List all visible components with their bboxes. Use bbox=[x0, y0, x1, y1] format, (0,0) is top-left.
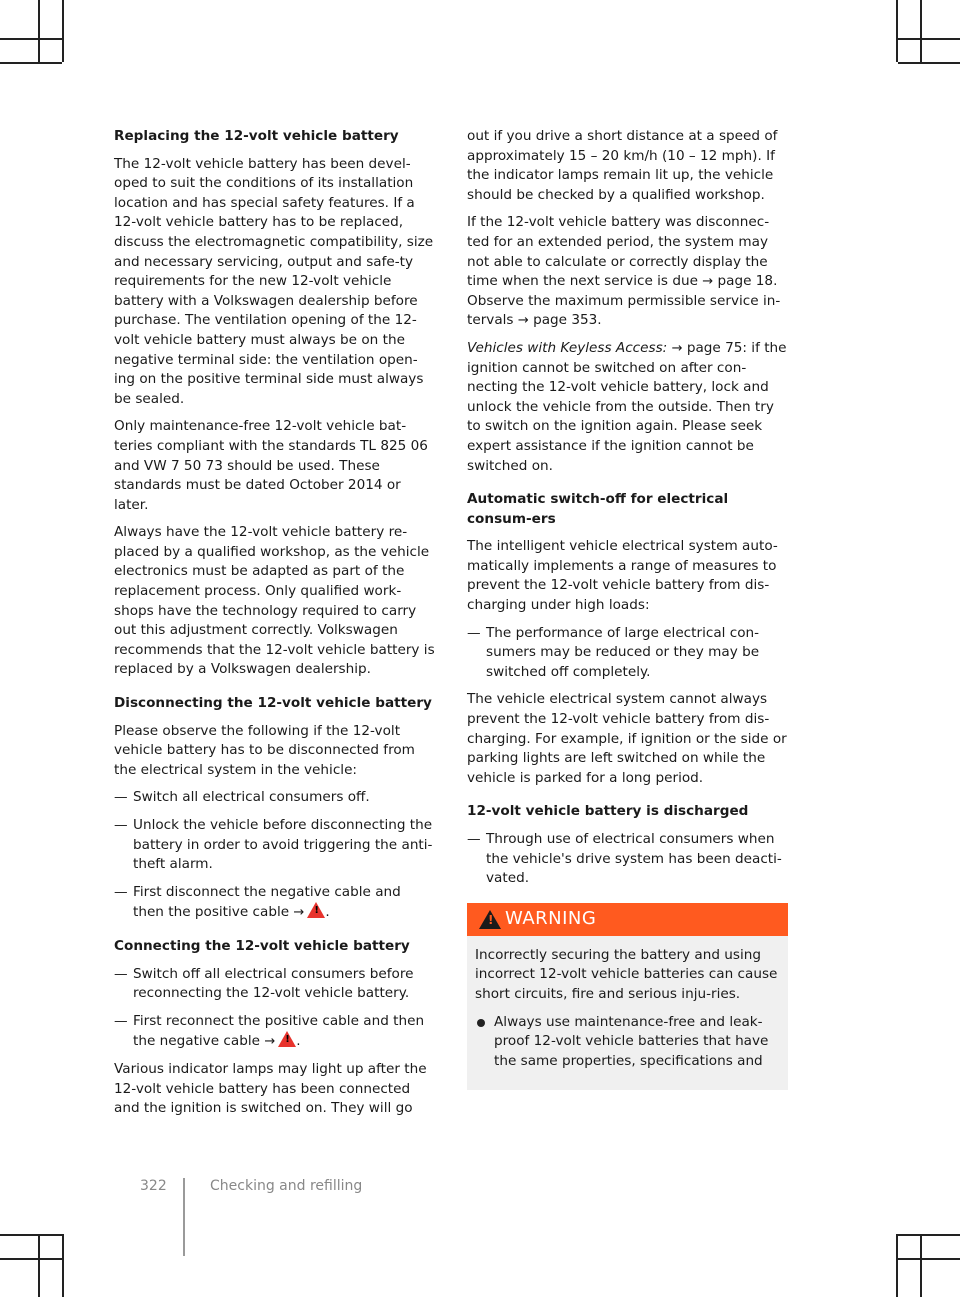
crop-mark bbox=[920, 0, 922, 62]
paragraph: The vehicle electrical system cannot always prevent the 12-volt vehicle battery from dis-charging. For example, if ignition or the side or parking lights are left switched on while the vehicle is parked for a long period. bbox=[467, 691, 787, 786]
crop-mark bbox=[0, 1258, 62, 1260]
paragraph: Please observe the following if the 12-volt vehicle battery has to be disconnected from the electrical system in the vehicle: bbox=[114, 722, 415, 778]
warning-triangle-icon: ! bbox=[479, 910, 501, 929]
warning-header bbox=[467, 903, 788, 936]
heading-disconnecting-battery: Disconnecting the 12-volt vehicle battery bbox=[114, 695, 432, 712]
dash-marker: — bbox=[114, 1012, 128, 1029]
arrow-right-icon[interactable]: → bbox=[671, 340, 683, 356]
page-number: 322 bbox=[140, 1178, 167, 1194]
page-link[interactable]: page 75 bbox=[686, 339, 743, 356]
paragraph: If the 12-volt vehicle battery was disconnec-ted for an extended period, the system may not able to calculate or correctly display the time when the next service is due → page 18. Observe the maximum permissible service in-tervals → page 353. bbox=[467, 213, 789, 331]
paragraph: Various indicator lamps may light up after the 12-volt vehicle battery has been connected and the ignition is switched on. They will go bbox=[114, 1060, 427, 1117]
paragraph: out if you drive a short distance at a speed of approximately 15 – 20 km/h (10 – 12 mph). If the indicator lamps remain lit up, the vehicle should be checked by a qualified workshop. bbox=[467, 128, 778, 203]
crop-mark bbox=[0, 38, 62, 40]
paragraph: The intelligent vehicle electrical system auto-matically implements a range of measures to prevent the 12-volt vehicle battery from dis-charging under high loads: bbox=[467, 538, 778, 614]
paragraph: The 12-volt vehicle battery has been devel-oped to suit the conditions of its installation location and has special safety features. If a 12-volt vehicle battery has to be replaced, discuss the electromagnetic compatibility, size and necessary servicing, output and safe-ty requirements for the new 12-volt vehicle battery with a Volkswagen dealership before purchase. The ventilation opening of the 12-volt vehicle battery must always be on the negative terminal side: the ventilation open-ing on the positive terminal side must always be sealed. bbox=[114, 155, 434, 407]
dash-marker: — bbox=[114, 965, 128, 982]
arrow-right-icon[interactable]: → bbox=[293, 905, 305, 921]
paragraph: Vehicles with Keyless Access: → page 75: if the ignition cannot be switched on after con-necting the 12-volt vehicle battery, lock and unlock the vehicle from the outside. Then try to switch on the ignition again. Please seek expert assistance if the ignition cannot be switched on. bbox=[467, 339, 787, 474]
crop-mark bbox=[38, 1234, 40, 1297]
warning-bullet: Always use maintenance-free and leak-proof 12-volt vehicle batteries that have the same properties, specifications and bbox=[475, 1013, 778, 1072]
bullet-dot-icon bbox=[477, 1019, 485, 1027]
crop-mark bbox=[898, 38, 960, 40]
dash-marker: — bbox=[114, 883, 128, 900]
crop-mark bbox=[0, 1234, 62, 1236]
crop-mark bbox=[896, 0, 898, 62]
crop-mark bbox=[0, 62, 62, 64]
arrow-right-icon[interactable]: → bbox=[264, 1034, 276, 1050]
footer-divider bbox=[183, 1178, 185, 1256]
list-item: — First reconnect the positive cable and then the negative cable → ! . bbox=[114, 1012, 436, 1052]
page-link[interactable]: page 18. bbox=[717, 273, 778, 290]
list-item: — First disconnect the negative cable and then the positive cable → ! . bbox=[114, 883, 436, 923]
heading-connecting-battery: Connecting the 12-volt vehicle battery bbox=[114, 937, 410, 954]
dash-marker: — bbox=[114, 789, 128, 806]
list-item: — Switch off all electrical consumers before reconnecting the 12-volt vehicle battery. bbox=[114, 965, 414, 1002]
warning-box bbox=[467, 903, 788, 1090]
dash-marker: — bbox=[114, 817, 128, 833]
arrow-right-icon[interactable]: → bbox=[702, 274, 714, 290]
list-item: — The performance of large electrical con-sumers may be reduced or they may be switched off completely. bbox=[467, 624, 760, 680]
arrow-right-icon[interactable]: → bbox=[517, 313, 529, 329]
crop-mark bbox=[896, 1234, 898, 1297]
heading-automatic-switch-off: Automatic switch-off for electrical consum-ers bbox=[467, 491, 729, 527]
dash-marker: — bbox=[467, 831, 481, 847]
heading-battery-discharged: 12-volt vehicle battery is discharged bbox=[467, 803, 749, 820]
crop-mark bbox=[38, 0, 40, 62]
warning-triangle-icon[interactable]: ! bbox=[278, 1031, 296, 1047]
warning-triangle-icon[interactable]: ! bbox=[307, 902, 325, 918]
right-column bbox=[467, 127, 789, 1090]
page-link[interactable]: page 353. bbox=[533, 312, 602, 329]
paragraph: Only maintenance-free 12-volt vehicle bat-teries compliant with the standards TL 825 06 and VW 7 50 73 should be used. These standards must be dated October 2014 or later. bbox=[114, 418, 428, 513]
crop-mark bbox=[898, 62, 960, 64]
list-item: — Switch all electrical consumers off. bbox=[114, 788, 436, 808]
list-item: — Unlock the vehicle before disconnecting the battery in order to avoid triggering the anti-theft alarm. bbox=[114, 817, 433, 873]
section-title: Checking and refilling bbox=[210, 1178, 363, 1194]
warning-text: Incorrectly securing the battery and using incorrect 12-volt vehicle batteries can cause short circuits, fire and serious inju-ries. bbox=[475, 946, 778, 1002]
crop-mark bbox=[898, 1234, 960, 1236]
crop-mark bbox=[898, 1258, 960, 1260]
paragraph: Always have the 12-volt vehicle battery re-placed by a qualified workshop, as the vehicle electronics must be adapted as part of the replacement process. Only qualified work-shops have the technology required to carry out this adjustment correctly. Volkswagen recommends that the 12-volt vehicle battery is replaced by a Volkswagen dealership. bbox=[114, 524, 435, 678]
dash-marker: — bbox=[467, 624, 481, 641]
list-item: — Through use of electrical consumers when the vehicle's drive system has been deacti-vated. bbox=[467, 831, 782, 887]
crop-mark bbox=[920, 1234, 922, 1297]
crop-mark bbox=[62, 1234, 64, 1297]
warning-title: WARNING bbox=[505, 908, 597, 930]
left-column bbox=[114, 127, 436, 1127]
warning-body bbox=[467, 936, 788, 1090]
heading-replacing-battery: Replacing the 12-volt vehicle battery bbox=[114, 128, 399, 144]
crop-mark bbox=[62, 0, 64, 62]
